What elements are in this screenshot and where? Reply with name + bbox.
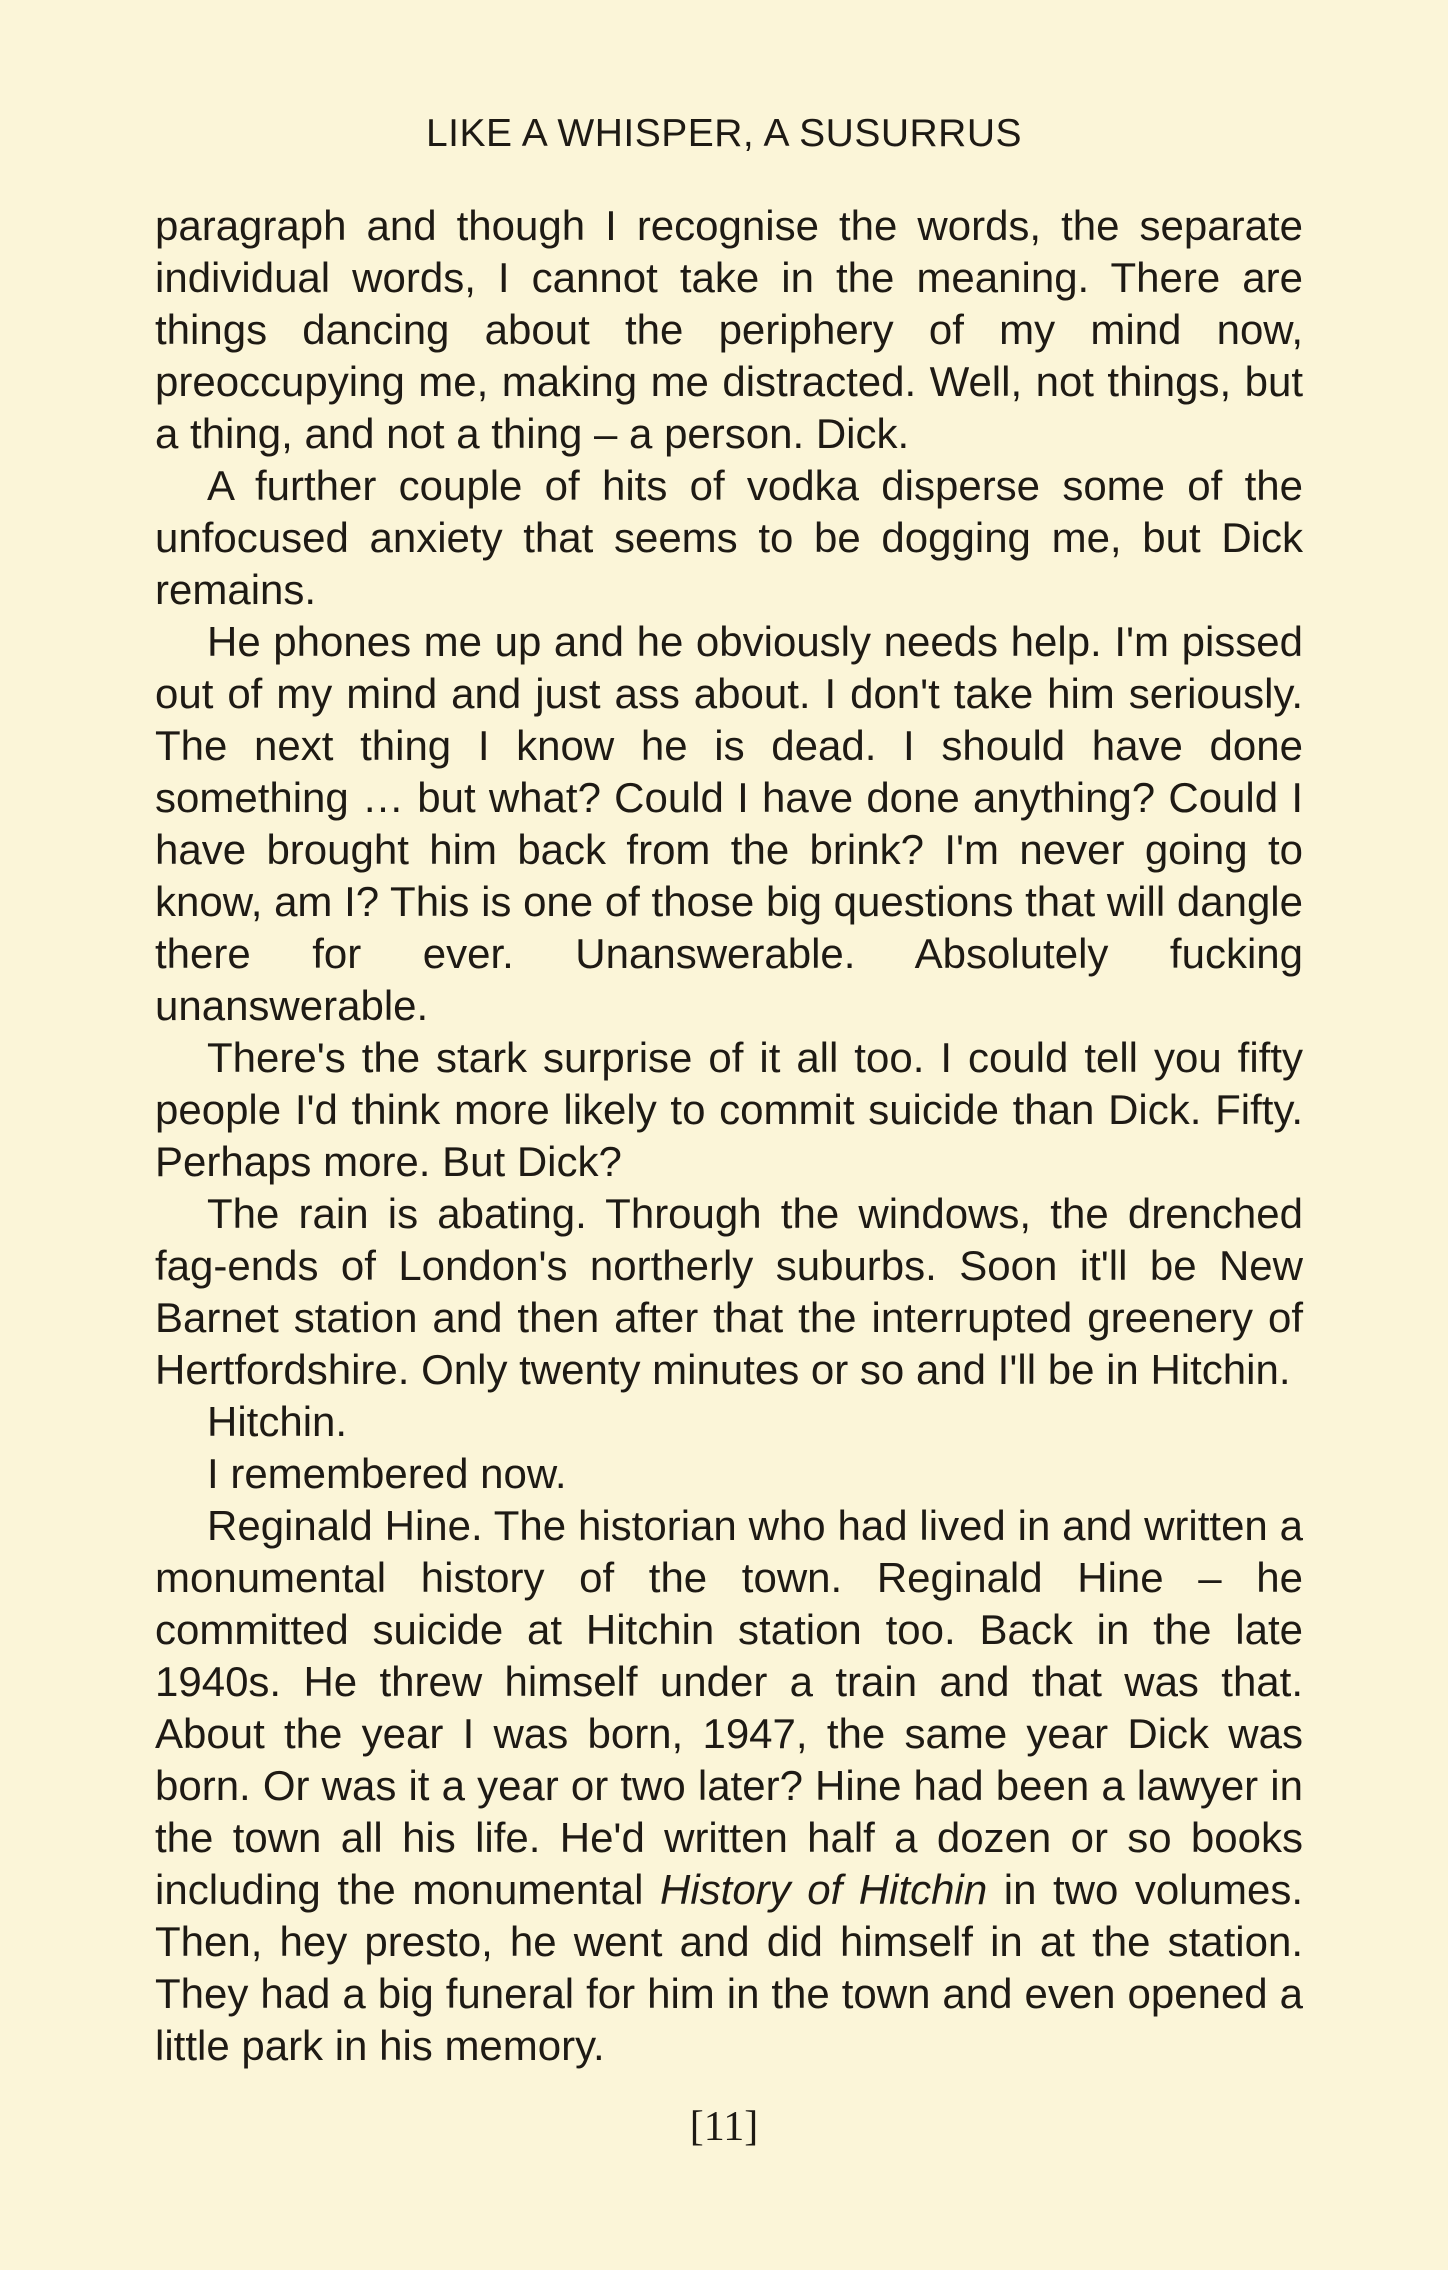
paragraph-text: Reginald Hine. The historian who had lived in and written a monumental history of the town. Reginald Hine – he committed suicide at Hitchin station too. Back in the late 1940s. He threw himself under a train and that was that. About the year I was born, 1947, the same year Dick was born. Or was it a year or two later? Hine had been a lawyer in the town all his life. He'd written half a dozen or so books including the monumental bbox=[155, 1502, 1303, 1913]
paragraph: He phones me up and he obviously needs help. I'm pissed out of my mind and just ass about. I don't take him seriously. The next thing I know he is dead. I should have done something … but what? Could I have done anything? Could I have brought him back from the brink? I'm never going to know, am I? This is one of those big questions that will dangle there for ever. Unanswerable. Absolutely fucking unanswerable. bbox=[155, 618, 1303, 1029]
body-text bbox=[155, 200, 1303, 2072]
paragraph-last bbox=[155, 1500, 1303, 2072]
paragraph: I remembered now. bbox=[207, 1450, 567, 1497]
paragraph: paragraph and though I recognise the words, the separate individual words, I cannot take in the meaning. There are things dancing about the periphery of my mind now, preoccupying me, making me distracted. Well, not things, but a thing, and not a thing – a person. Dick. bbox=[155, 202, 1303, 457]
paragraph: There's the stark surprise of it all too. I could tell you fifty people I'd think more likely to commit suicide than Dick. Fifty. Perhaps more. But Dick? bbox=[155, 1034, 1303, 1185]
running-head: LIKE A WHISPER, A SUSURRUS bbox=[425, 112, 1023, 155]
book-title: History of Hitchin bbox=[659, 1866, 988, 1913]
page-number: [11] bbox=[689, 2104, 759, 2150]
paragraph: The rain is abating. Through the windows, the drenched fag-ends of London's northerly suburbs. Soon it'll be New Barnet station and then after that the interrupted greenery of Hertfordshire. Only twenty minutes or so and I'll be in Hitchin. bbox=[155, 1190, 1303, 1393]
paragraph: Hitchin. bbox=[207, 1398, 348, 1445]
paragraph: A further couple of hits of vodka disperse some of the unfocused anxiety that seems to be dogging me, but Dick remains. bbox=[155, 462, 1303, 613]
paragraph-text: in two volumes. Then, hey presto, he went and did himself in at the station. They had a big funeral for him in the town and even opened a little park in his memory. bbox=[155, 1866, 1303, 2069]
